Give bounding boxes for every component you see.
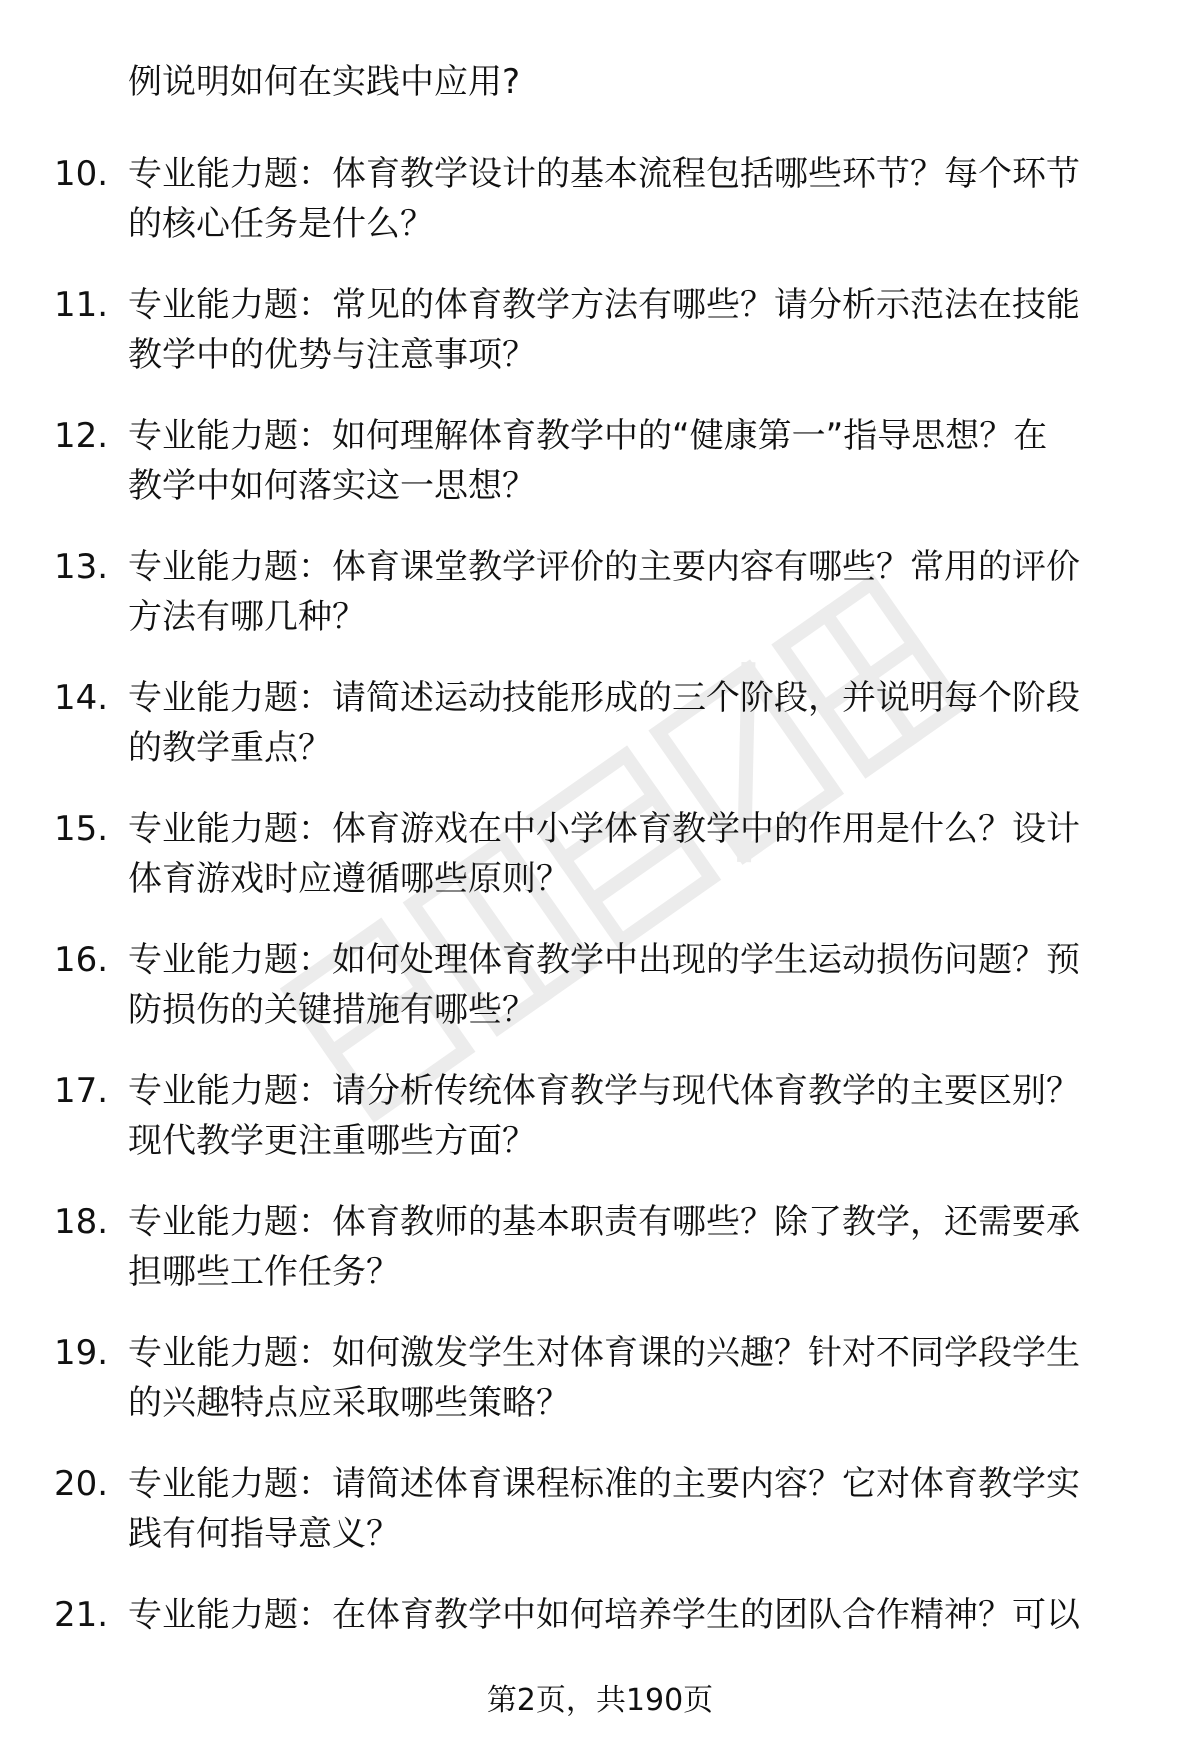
question-text-line-2: 的教学重点？ [128,728,332,768]
list-item [0,1198,1200,1329]
question-number: 21. [54,1595,109,1635]
question-number: 16. [54,940,109,980]
list-item [0,805,1200,936]
list-item [0,936,1200,1067]
question-text-line-2: 现代教学更注重哪些方面？ [128,1121,536,1161]
continued-question-text: 例说明如何在实践中应用? [128,62,521,102]
question-number: 12. [54,416,109,456]
question-text-line-1: 专业能力题：体育游戏在中小学体育教学中的作用是什么？设计 [128,809,1080,849]
list-item [0,674,1200,805]
question-text-line-2: 的核心任务是什么？ [128,204,434,244]
question-list [0,150,1200,1722]
list-item [0,1067,1200,1198]
list-item [0,281,1200,412]
question-text-line-2: 教学中如何落实这一思想？ [128,466,536,506]
question-text-line-1: 专业能力题：请简述体育课程标准的主要内容？它对体育教学实 [128,1464,1080,1504]
list-item [0,150,1200,281]
question-text-line-2: 方法有哪几种？ [128,597,366,637]
page-footer: 第2页，共190页 [486,1683,714,1718]
question-number: 11. [54,285,109,325]
question-number: 17. [54,1071,109,1111]
question-text-line-1: 专业能力题：体育教师的基本职责有哪些？除了教学，还需要承 [128,1202,1080,1242]
question-text-line-2: 教学中的优势与注意事项？ [128,335,536,375]
list-item [0,543,1200,674]
question-number: 13. [54,547,109,587]
question-text-line-1: 专业能力题：体育教学设计的基本流程包括哪些环节？每个环节 [128,154,1080,194]
list-item [0,412,1200,543]
question-text-line-1: 专业能力题：如何激发学生对体育课的兴趣？针对不同学段学生 [128,1333,1080,1373]
list-item [0,1460,1200,1591]
question-text-line-1: 专业能力题：如何理解体育教学中的“健康第一”指导思想？在 [128,416,1048,456]
question-number: 10. [54,154,109,194]
question-text-line-1: 专业能力题：常见的体育教学方法有哪些？请分析示范法在技能 [128,285,1080,325]
question-number: 14. [54,678,109,718]
question-number: 18. [54,1202,109,1242]
question-number: 15. [54,809,109,849]
question-text-line-1: 专业能力题：如何处理体育教学中出现的学生运动损伤问题？预 [128,940,1080,980]
question-text-line-2: 践有何指导意义？ [128,1514,400,1554]
question-text-line-1: 专业能力题：请分析传统体育教学与现代体育教学的主要区别？ [128,1071,1080,1111]
question-number: 20. [54,1464,109,1504]
list-item [0,1329,1200,1460]
question-text-line-1: 专业能力题：体育课堂教学评价的主要内容有哪些？常用的评价 [128,547,1080,587]
question-text-line-1: 专业能力题：请简述运动技能形成的三个阶段，并说明每个阶段 [128,678,1080,718]
question-text-line-2: 体育游戏时应遵循哪些原则？ [128,859,570,899]
question-text-line-2: 防损伤的关键措施有哪些？ [128,990,536,1030]
question-text-line-1: 专业能力题：在体育教学中如何培养学生的团队合作精神？可以 [128,1595,1080,1635]
question-text-line-2: 的兴趣特点应采取哪些策略？ [128,1383,570,1423]
question-number: 19. [54,1333,109,1373]
question-text-line-2: 担哪些工作任务？ [128,1252,400,1292]
